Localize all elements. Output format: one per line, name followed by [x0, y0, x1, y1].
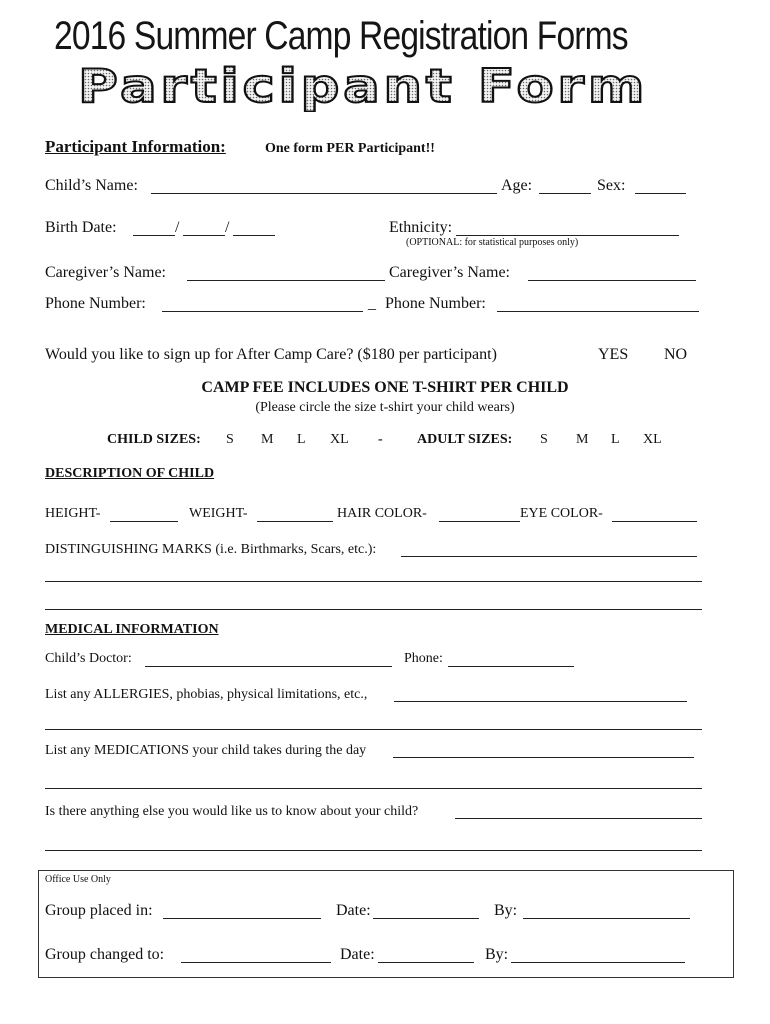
- sex-field[interactable]: [635, 193, 686, 194]
- hair-color-label: HAIR COLOR-: [337, 506, 427, 521]
- phone-1-label: Phone Number:: [45, 295, 146, 312]
- group-placed-label: Group placed in:: [45, 902, 153, 919]
- child-size-xl[interactable]: XL: [330, 432, 349, 447]
- medications-field[interactable]: [393, 757, 694, 758]
- child-size-l[interactable]: L: [297, 432, 306, 447]
- participant-form-text: Participant Form: [78, 60, 648, 112]
- age-field[interactable]: [539, 193, 591, 194]
- adult-size-xl[interactable]: XL: [643, 432, 662, 447]
- phone-1-field[interactable]: [162, 311, 363, 312]
- group-placed-date-label: Date:: [336, 902, 371, 919]
- childs-name-label: Child’s Name:: [45, 177, 138, 194]
- distinguishing-marks-line-3[interactable]: [45, 609, 702, 610]
- group-placed-by-field[interactable]: [523, 918, 690, 919]
- doctor-field[interactable]: [145, 666, 392, 667]
- eye-color-field[interactable]: [612, 521, 697, 522]
- height-field[interactable]: [110, 521, 178, 522]
- group-placed-date-field[interactable]: [373, 918, 479, 919]
- medications-line-2[interactable]: [45, 788, 702, 789]
- caregiver-2-label: Caregiver’s Name:: [389, 264, 510, 281]
- child-size-m[interactable]: M: [261, 432, 274, 447]
- birth-date-slash-1: /: [175, 219, 180, 236]
- distinguishing-marks-label: DISTINGUISHING MARKS (i.e. Birthmarks, Scars, etc.):: [45, 542, 377, 557]
- birth-date-slash-2: /: [225, 219, 230, 236]
- allergies-line-2[interactable]: [45, 729, 702, 730]
- eye-color-label: EYE COLOR-: [520, 506, 603, 521]
- hair-color-field[interactable]: [439, 521, 520, 522]
- phone-2-field[interactable]: [497, 311, 699, 312]
- ethnicity-label: Ethnicity:: [389, 219, 453, 236]
- age-label: Age:: [501, 177, 533, 194]
- adult-sizes-label: ADULT SIZES:: [417, 432, 513, 447]
- weight-label: WEIGHT-: [189, 506, 248, 521]
- sex-label: Sex:: [597, 177, 626, 194]
- medical-heading: MEDICAL INFORMATION: [45, 622, 219, 637]
- group-placed-by-label: By:: [494, 902, 518, 919]
- weight-field[interactable]: [257, 521, 333, 522]
- after-camp-no[interactable]: NO: [664, 346, 688, 363]
- child-size-s[interactable]: S: [226, 432, 234, 447]
- group-changed-by-field[interactable]: [511, 962, 685, 963]
- medications-label: List any MEDICATIONS your child takes during the day: [45, 743, 367, 758]
- caregiver-2-field[interactable]: [528, 280, 696, 281]
- allergies-label: List any ALLERGIES, phobias, physical limitations, etc.,: [45, 687, 368, 702]
- tshirt-heading: CAMP FEE INCLUDES ONE T-SHIRT PER CHILD: [201, 379, 569, 396]
- group-changed-label: Group changed to:: [45, 946, 165, 963]
- doctor-label: Child’s Doctor:: [45, 651, 132, 666]
- child-sizes-label: CHILD SIZES:: [107, 432, 201, 447]
- height-label: HEIGHT-: [45, 506, 101, 521]
- birth-date-label: Birth Date:: [45, 219, 117, 236]
- birth-day-field[interactable]: [183, 235, 225, 236]
- after-camp-yes[interactable]: YES: [598, 346, 629, 363]
- phone-separator: _: [368, 295, 376, 312]
- participant-info-note: One form PER Participant!!: [265, 141, 435, 156]
- doctor-phone-label: Phone:: [404, 651, 443, 666]
- form-title: 2016 Summer Camp Registration Forms: [54, 14, 628, 58]
- doctor-phone-field[interactable]: [448, 666, 574, 667]
- tshirt-note: (Please circle the size t-shirt your child wears): [255, 400, 515, 415]
- group-changed-by-label: By:: [485, 946, 509, 963]
- ethnicity-note: (OPTIONAL: for statistical purposes only): [406, 237, 579, 248]
- caregiver-1-field[interactable]: [187, 280, 385, 281]
- description-heading: DESCRIPTION OF CHILD: [45, 466, 215, 481]
- sizes-dash: -: [378, 432, 383, 447]
- anything-else-line-2[interactable]: [45, 850, 702, 851]
- caregiver-1-label: Caregiver’s Name:: [45, 264, 166, 281]
- phone-2-label: Phone Number:: [385, 295, 486, 312]
- group-changed-field[interactable]: [181, 962, 331, 963]
- allergies-field[interactable]: [394, 701, 687, 702]
- distinguishing-marks-line-2[interactable]: [45, 581, 702, 582]
- birth-year-field[interactable]: [233, 235, 275, 236]
- group-changed-date-label: Date:: [340, 946, 375, 963]
- adult-size-m[interactable]: M: [576, 432, 589, 447]
- anything-else-field[interactable]: [455, 818, 702, 819]
- group-placed-field[interactable]: [163, 918, 321, 919]
- adult-size-l[interactable]: L: [611, 432, 620, 447]
- anything-else-label: Is there anything else you would like us to know about your child?: [45, 804, 419, 819]
- ethnicity-field[interactable]: [456, 235, 679, 236]
- adult-size-s[interactable]: S: [540, 432, 548, 447]
- childs-name-field[interactable]: [151, 193, 497, 194]
- office-use-label: Office Use Only: [45, 874, 111, 885]
- after-camp-question: Would you like to sign up for After Camp Care? ($180 per participant): [45, 346, 497, 363]
- participant-form-heading: [78, 60, 658, 112]
- birth-month-field[interactable]: [133, 235, 175, 236]
- distinguishing-marks-field[interactable]: [401, 556, 697, 557]
- participant-info-heading: Participant Information:: [45, 137, 226, 156]
- group-changed-date-field[interactable]: [378, 962, 474, 963]
